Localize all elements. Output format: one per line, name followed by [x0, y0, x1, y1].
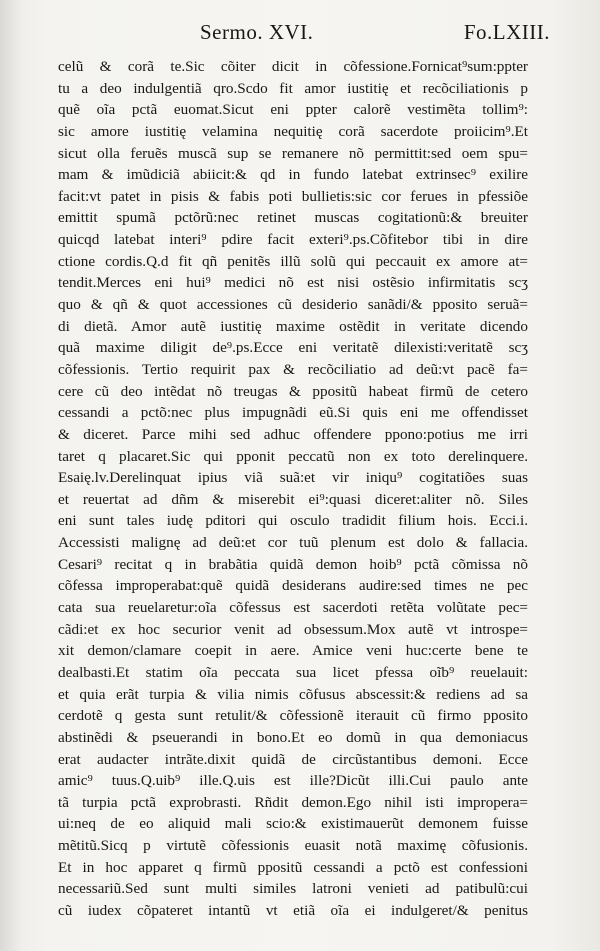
text-line: erat audacter intrãte.dixit quidã de circũstantibus demoni. Ecce: [58, 750, 528, 768]
text-line: Et in hoc apparet q firmũ ppositũ cessandi a pctõ est confessioni: [58, 858, 528, 876]
text-line: cata sua reuelaretur:oĩa cõfessus est sacerdoti retẽta volũtate pec=: [58, 599, 528, 617]
text-line: quo & qñ & quot accessiones cũ desiderio sanãdi/& pposito seruã=: [58, 296, 528, 314]
text-line: di dietã. Amor autẽ iustitię maxime ostẽdit in veritate dicendo: [58, 317, 528, 335]
gutter-shadow: [0, 0, 22, 951]
text-line: cere cũ deo intẽdat nõ treugas & ppositũ habeat firmũ de cetero: [58, 382, 528, 400]
text-line: abstinẽdi & pseuerandi in bono.Et eo domũ in qua demoniacus: [58, 728, 528, 746]
text-line: quẽ oĩa pctã euomat.Sicut eni ppter calorẽ vestimẽta tollim⁹:: [58, 101, 528, 119]
text-line: Esaię.lv.Derelinquat ipius viã suã:et vir iniqu⁹ cogitatiões suas: [58, 469, 528, 487]
text-line: cãdi:et ex hoc securior venit ad obsessum.Mox autẽ vt introspe=: [58, 620, 528, 638]
text-line: tu a deo indulgentiã qro.Scdo fit amor iustitię et recõciliationis p: [58, 79, 528, 97]
text-line: quã maxime diligit de⁹.ps.Ecce eni veritatẽ dilexisti:veritatẽ scʒ: [58, 339, 528, 357]
text-line: tã turpia pctã exprobrasti. Rñdit demon.Ego nihil isti impropera=: [58, 793, 528, 811]
text-line: quicqd latebat interi⁹ pdire facit exteri⁹.ps.Cõfitebor tibi in dire: [58, 231, 528, 249]
text-line: emittit spumã pctõrũ:nec retinet muscas cogitationũ:& breuiter: [58, 209, 528, 227]
text-line: cessandi a pctõ:nec plus impugnãdi eũ.Si quis eni me offendisset: [58, 404, 528, 422]
text-line: et quia erãt turpia & vilia nimis cõfusus abscessit:& rediens ad sa: [58, 685, 528, 703]
text-line: ui:neq de eo aliquid mali scio:& existimauerũt demonem fuisse: [58, 815, 528, 833]
text-line: sic amore iustitię velamina nequitię corã sacerdote proiicim⁹.Et: [58, 122, 528, 140]
text-line: mẽtitũ.Sicq p virtutẽ cõfessionis euasit notã maximę cõfusionis.: [58, 837, 528, 855]
text-line: eni sunt tales iudę pditori qui osculo tradidit filium hois. Ecci.i.: [58, 512, 528, 530]
text-line: mam & imũdiciã abiicit:& qd in fundo latebat extrinsec⁹ exilire: [58, 166, 528, 184]
page-header: [60, 20, 550, 50]
folio-number: Fo.LXIII.: [463, 20, 550, 44]
text-line: facit:vt patet in pisis & fabis poti bullietis:sic cor ferues in pfessiõe: [58, 187, 528, 205]
text-block: [58, 56, 528, 922]
text-line: tendit.Merces eni hui⁹ medici nõ est nisi ostẽsio infirmitatis scʒ: [58, 274, 528, 292]
running-title: Sermo. XVI.: [200, 20, 314, 44]
text-line: necessariũ.Sed sunt multi similes latroni venieti ad patibulũ:cui: [58, 880, 528, 898]
text-line: celũ & corã te.Sic cõiter dicit in cõfessione.Fornicat⁹sum:ppter: [58, 58, 528, 75]
text-line: dealbasti.Et statim oĩa peccata sua licet pfessa oĩb⁹ reuelauit:: [58, 663, 528, 681]
text-line: cõfessionis. Tertio requirit pax & recõciliatio ad deũ:vt pacẽ fa=: [58, 360, 528, 378]
text-line: Accessisti malignę ad deũ:et cor tuũ plenum est dolo & fallacia.: [58, 534, 528, 552]
text-line: & diceret. Parce mihi sed adhuc offendere ppono:potius me irri: [58, 425, 528, 443]
text-line: xit demon/clamare coepit in aere. Amice veni huc:certe bene te: [58, 642, 528, 660]
text-line: cũ iudex cõpateret intantũ vt etiã oĩa ei indulgeret/& penitus: [58, 901, 528, 919]
text-line: sicut olla feruẽs muscã sup se remanere nõ permittit:sed oem spu=: [58, 144, 528, 162]
text-line: ctione cordis.Q.d fit qñ penitẽs illũ solũ qui peccauit ex amore at=: [58, 252, 528, 270]
text-line: et reuertat ad dñm & miserebit ei⁹:quasi diceret:aliter nõ. Siles: [58, 490, 528, 508]
text-line: amic⁹ tuus.Q.uib⁹ ille.Q.uis est ille?Dicũt illi.Cui paulo ante: [58, 772, 528, 790]
text-line: taret q placaret.Sic qui pponit peccatũ non ex toto derelinquere.: [58, 447, 528, 465]
text-line: Cesari⁹ recitat q in brabãtia quidã demon hoib⁹ pctã cõmissa nõ: [58, 555, 528, 573]
text-line: cõfessa improperabat:quẽ quidã desiderans audire:sed times ne pec: [58, 577, 528, 595]
text-line: cerdotẽ q gesta sunt retulit/& cõfessionẽ iterauit cũ firmo pposito: [58, 707, 528, 725]
